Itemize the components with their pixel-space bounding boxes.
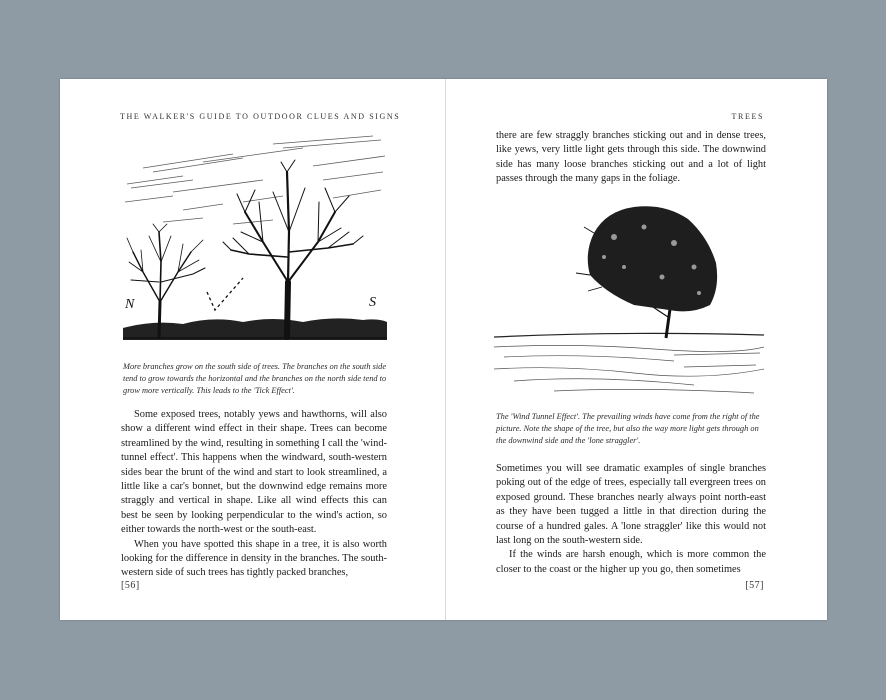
paragraph: When you have spotted this shape in a tree, it is also worth looking for the difference in density in the branches. The south-western side of such trees has tightly packed branches, (121, 538, 387, 579)
paragraph: If the winds are harsh enough, which is more common the closer to the coast or the higher up you go, then sometimes (496, 549, 766, 575)
paragraph: Sometimes you will see dramatic examples of single branches poking out of the edge of trees, especially tall evergreen trees on exposed ground. These branches nearly always point north-east as they have been tugged a little in that direction during the course of a hundred gales. A 'lone straggler' like this would not last long on the south-western side. (496, 463, 766, 547)
paragraph: there are few straggly branches sticking out and in dense trees, like yews, very little light gets through this side. The downwind side has many loose branches sticking out and a lot of light passes through the many gaps in the foliage. (496, 130, 766, 185)
right-page (446, 79, 827, 620)
paragraph: Some exposed trees, notably yews and hawthorns, will also show a different wind effect in their shape. Trees can become streamlined by the wind, resulting in something I call the 'wind-tunnel effect'. This happens when the windward, south-western sides bear the brunt of the wind and start to look streamlined, a little like a car's bonnet, but the downwind edge remains more straggly and vertical in shape. Like all wind effects this can best be seen by looking perpendicular to the wind's action, so either towards the north-west or the south-east. (121, 409, 387, 536)
wind-tunnel-illustration (494, 197, 764, 397)
figure-caption-right: The 'Wind Tunnel Effect'. The prevailing winds have come from the right of the picture. Note the shape of the tree, but also the way more light gets through on the downwind side and the 'lone straggler'. (496, 412, 760, 445)
north-label: N (125, 297, 135, 312)
right-top-text (496, 129, 766, 187)
page-number-left: [56] (121, 580, 140, 591)
figure-caption-left: More branches grow on the south side of trees. The branches on the south side tend to grow towards the horizontal and the branches on the north side tend to grow more vertically. This leads to the 'Tick Effect'. (123, 362, 387, 395)
book-spread (60, 79, 827, 620)
south-label: S (369, 295, 376, 310)
running-head-left: THE WALKER'S GUIDE TO OUTDOOR CLUES AND SIGNS (120, 112, 401, 121)
tick-effect-drawing (123, 132, 387, 342)
page-number-right: [57] (745, 580, 764, 591)
running-head-right: TREES (731, 112, 764, 121)
right-body-text (496, 462, 766, 577)
left-body-text (121, 408, 387, 581)
tick-effect-illustration (123, 132, 387, 342)
left-page (60, 79, 445, 620)
wind-tunnel-drawing (494, 197, 764, 397)
